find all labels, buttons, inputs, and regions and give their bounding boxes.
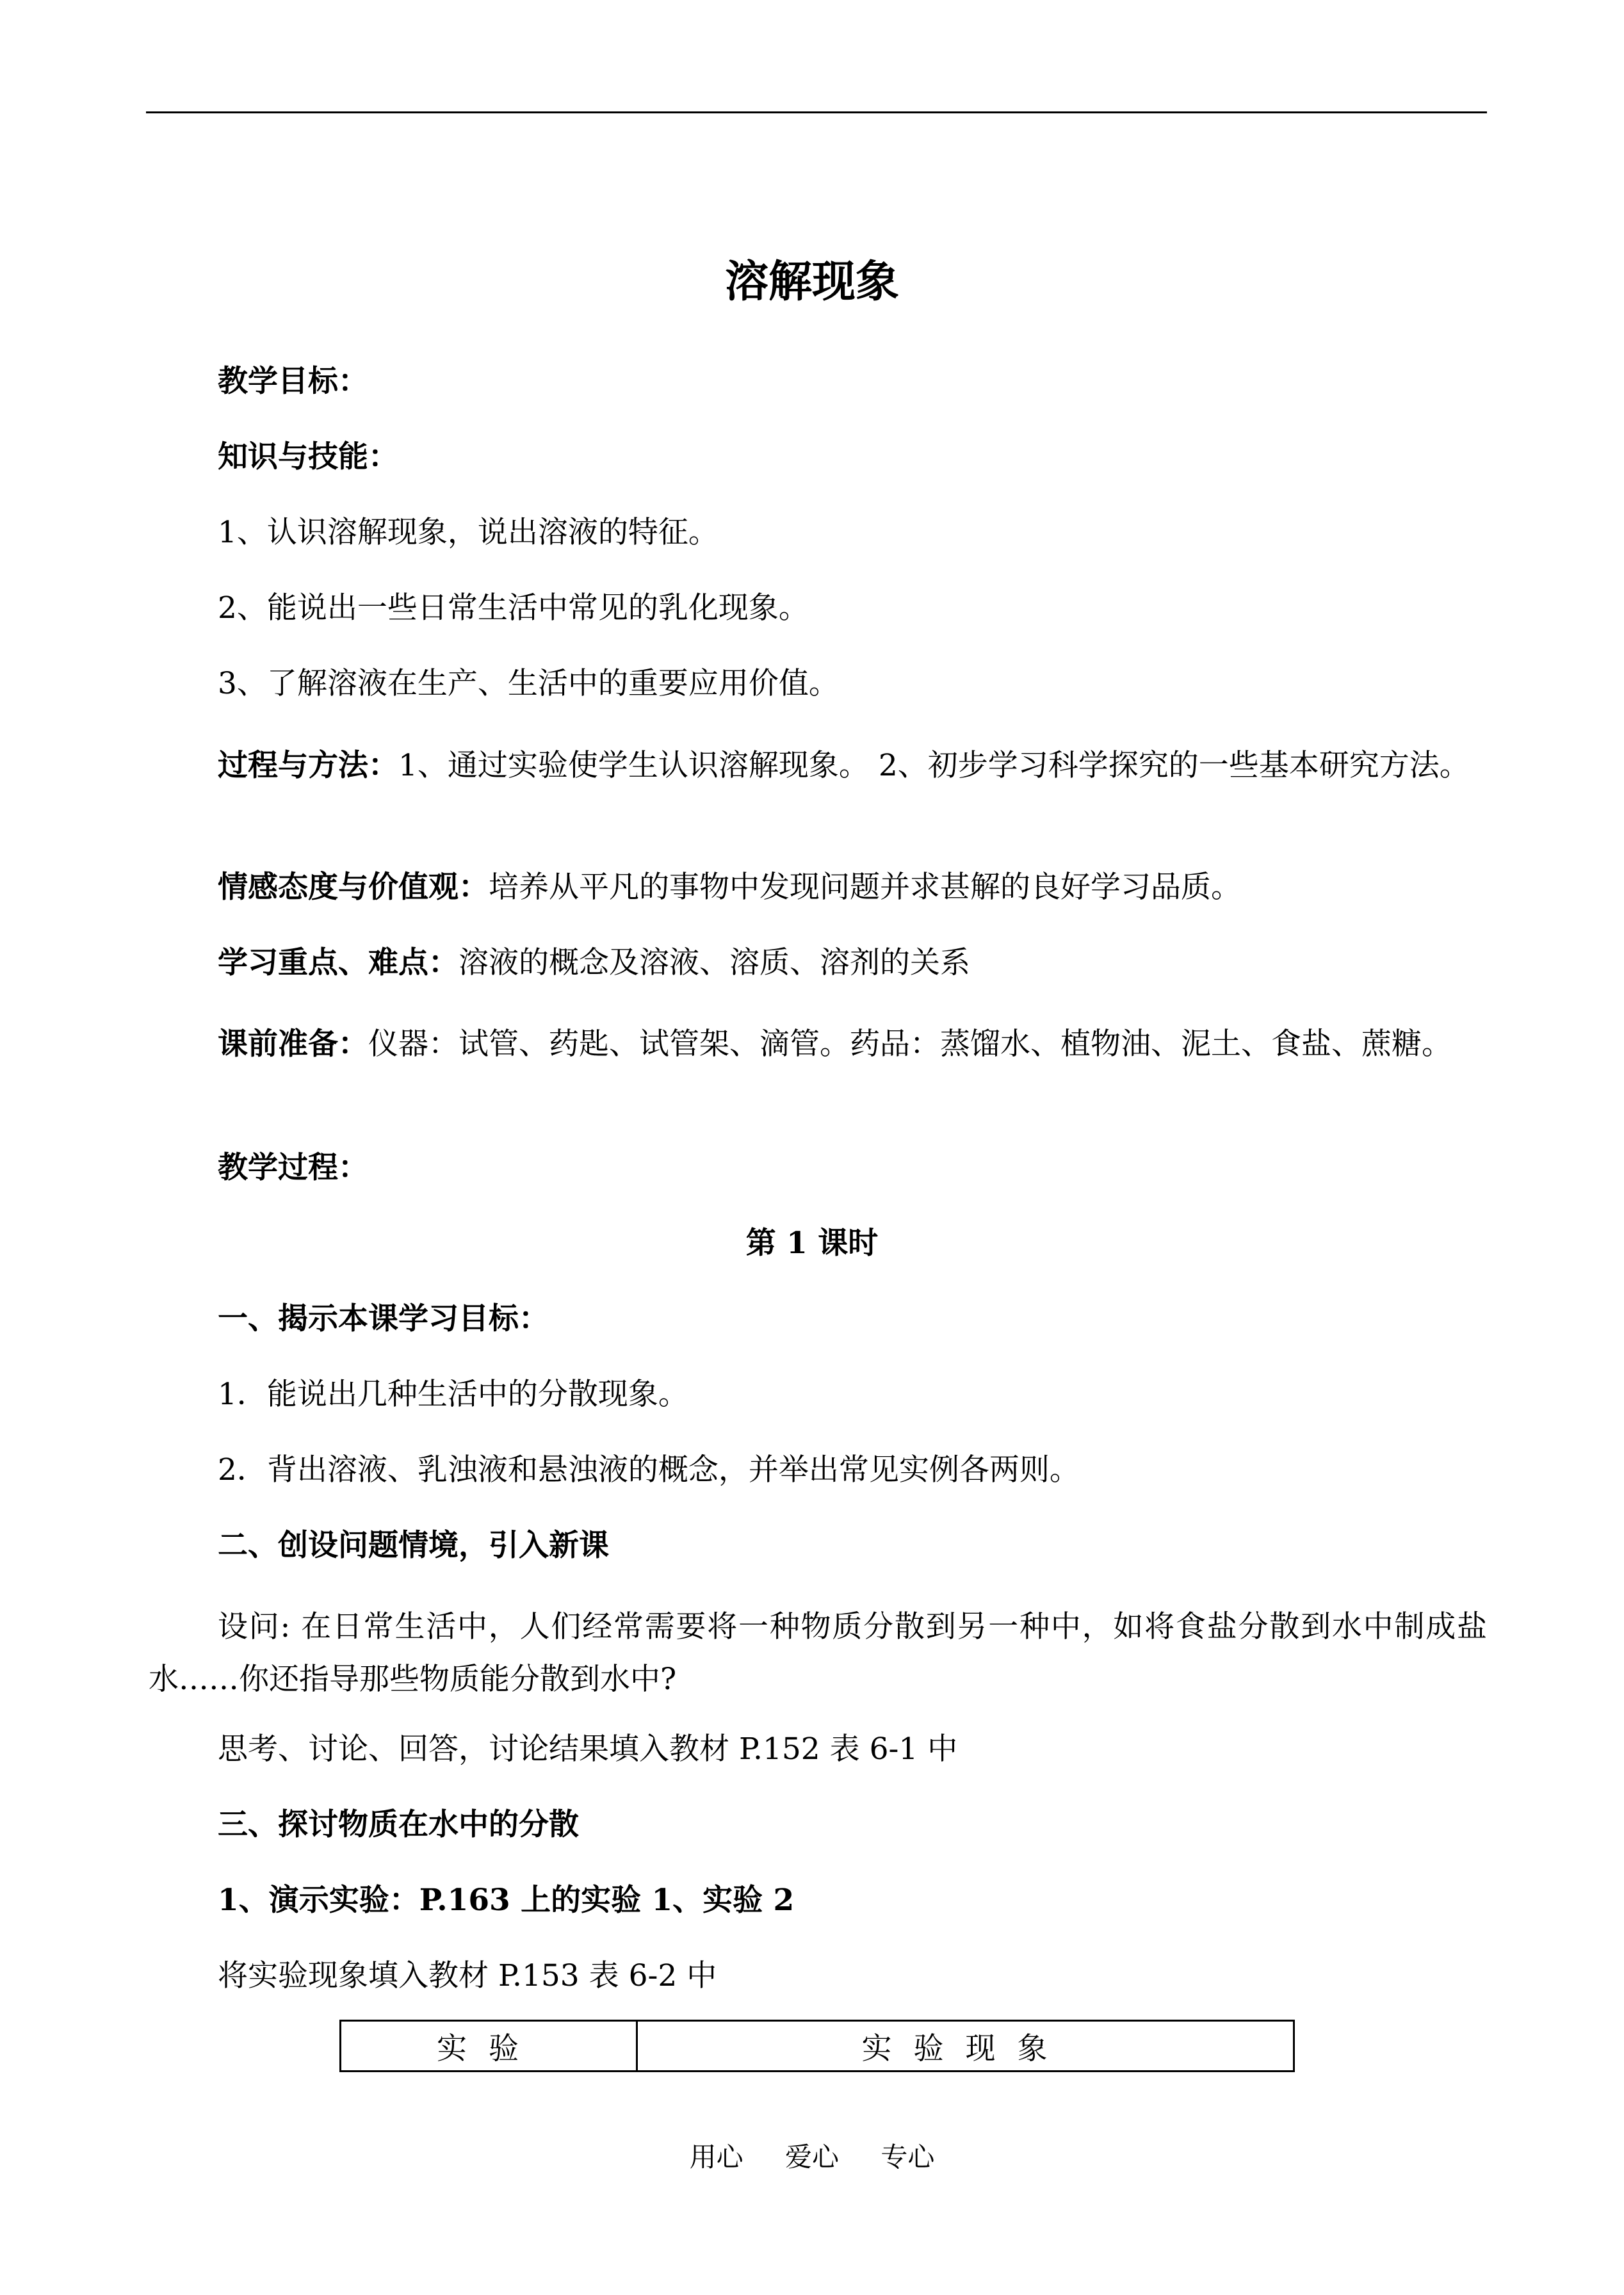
section3-instruction: 将实验现象填入教材 P.153 表 6-2 中 xyxy=(218,1958,717,1993)
table-header-cell: 实验 xyxy=(341,2021,637,2072)
footer-word: 用心 xyxy=(689,2141,743,2173)
knowledge-item: 1、认识溶解现象，说出溶液的特征。 xyxy=(218,515,719,550)
knowledge-heading: 知识与技能： xyxy=(218,439,398,474)
preparation-paragraph xyxy=(149,1018,1487,1071)
section2-question: 设问: 在日常生活中，人们经常需要将一种物质分散到另一种中，如将食盐分散到水中制成盐水……你还指导那些物质能分散到水中? xyxy=(149,1609,1487,1697)
emotion-label: 情感态度与价值观： xyxy=(218,870,489,905)
section3-heading: 三、探讨物质在水中的分散 xyxy=(218,1807,579,1842)
key-points-text: 溶液的概念及溶液、溶质、溶剂的关系 xyxy=(459,945,970,980)
footer-word: 爱心 xyxy=(784,2141,839,2173)
page-title: 溶解现象 xyxy=(724,256,899,307)
key-points-paragraph xyxy=(218,945,970,981)
section3-subheading: 1、演示实验：P.163 上的实验 1、实验 2 xyxy=(218,1883,795,1918)
emotion-paragraph xyxy=(218,870,1241,905)
footer-word: 专心 xyxy=(881,2141,935,2173)
knowledge-item: 3、了解溶液在生产、生活中的重要应用价值。 xyxy=(218,666,839,701)
section2-discussion: 思考、讨论、回答，讨论结果填入教材 P.152 表 6-1 中 xyxy=(218,1731,958,1767)
header-rule xyxy=(146,111,1487,113)
section1-heading: 一、揭示本课学习目标： xyxy=(218,1301,549,1336)
teaching-process-heading: 教学过程： xyxy=(218,1150,368,1185)
process-text: 1、通过实验使学生认识溶解现象。 2、初步学习科学探究的一些基本研究方法。 xyxy=(398,748,1470,783)
section1-item: 2．背出溶液、乳浊液和悬浊液的概念，并举出常见实例各两则。 xyxy=(218,1452,1080,1488)
knowledge-item: 2、能说出一些日常生活中常见的乳化现象。 xyxy=(218,590,809,626)
experiment-table xyxy=(339,2020,1295,2072)
section1-item: 1．能说出几种生活中的分散现象。 xyxy=(218,1377,688,1412)
key-points-label: 学习重点、难点： xyxy=(218,945,459,980)
table-header-cell: 实验现象 xyxy=(637,2021,1294,2072)
preparation-text: 仪器：试管、药匙、试管架、滴管。药品：蒸馏水、植物油、泥土、食盐、蔗糖。 xyxy=(368,1026,1452,1062)
table-header-row xyxy=(341,2021,1294,2072)
process-paragraph xyxy=(149,740,1487,792)
process-label: 过程与方法： xyxy=(218,748,398,783)
objectives-heading: 教学目标： xyxy=(218,364,368,399)
preparation-label: 课前准备： xyxy=(218,1026,368,1062)
emotion-text: 培养从平凡的事物中发现问题并求甚解的良好学习品质。 xyxy=(489,870,1241,905)
lesson-heading: 第 1 课时 xyxy=(745,1226,879,1261)
page-footer xyxy=(0,2136,1624,2175)
section2-heading: 二、创设问题情境，引入新课 xyxy=(218,1528,609,1563)
